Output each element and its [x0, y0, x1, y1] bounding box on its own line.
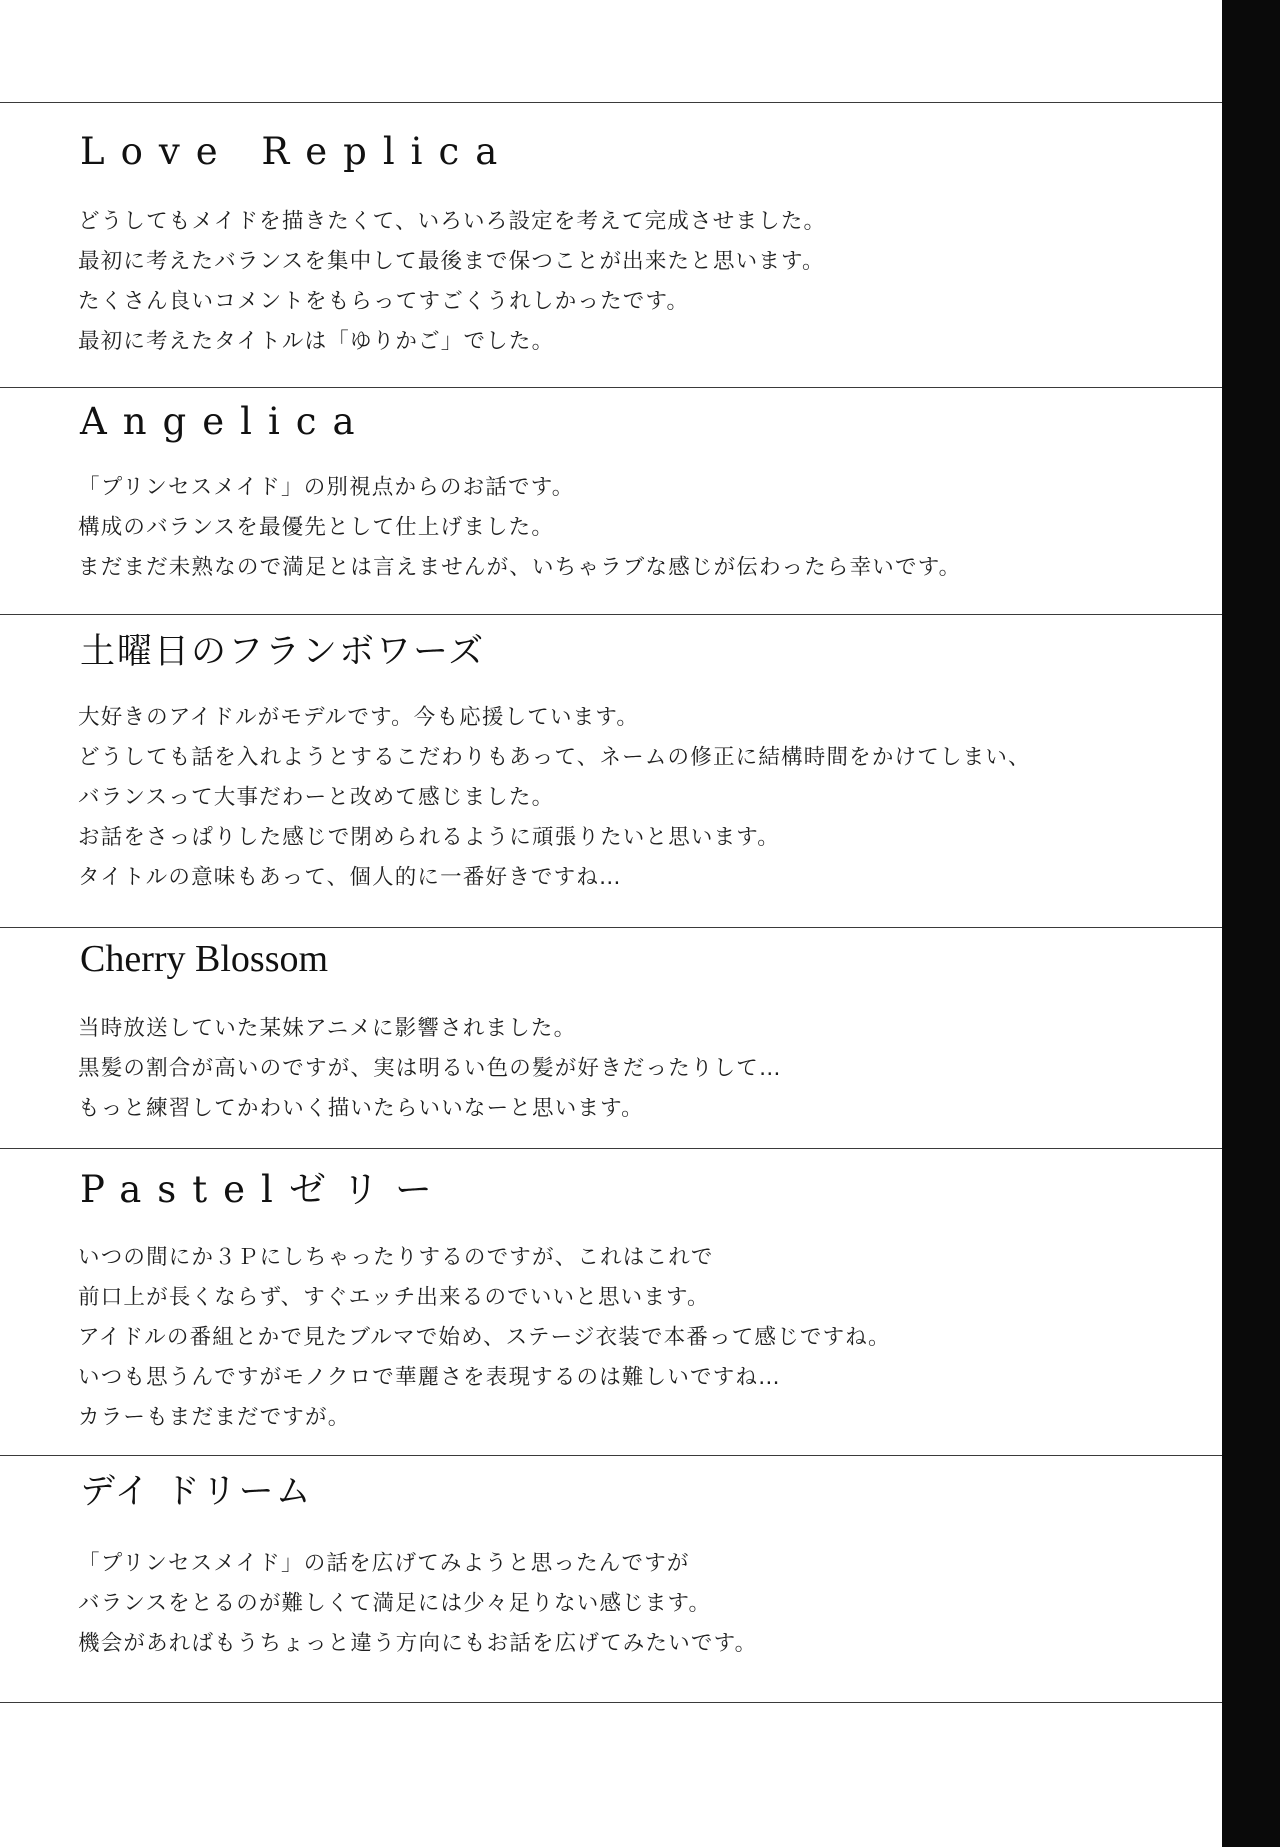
section-body — [78, 202, 826, 362]
body-line: 大好きのアイドルがモデルです。今も応援しています。 — [78, 705, 640, 730]
body-line: 当時放送していた某妹アニメに影響されました。 — [78, 1016, 577, 1041]
section-title: 土曜日のフランボワーズ — [80, 632, 486, 672]
body-line: アイドルの番組とかで見たブルマで始め、ステージ衣装で本番って感じですね。 — [78, 1325, 891, 1350]
body-line: 「プリンセスメイド」の別視点からのお話です。 — [78, 475, 575, 500]
body-line: 前口上が長くならず、すぐエッチ出来るのでいいと思います。 — [78, 1285, 710, 1310]
body-line: バランスって大事だわーと改めて感じました。 — [78, 785, 555, 810]
section-title: Angelica — [80, 400, 371, 443]
body-line: 最初に考えたタイトルは「ゆりかご」でした。 — [78, 329, 555, 354]
section-title: Love Replica — [80, 130, 514, 173]
divider — [0, 1702, 1222, 1703]
section-body — [78, 1009, 782, 1129]
section-title: デイ ドリーム — [80, 1472, 313, 1512]
body-line: もっと練習してかわいく描いたらいいなーと思います。 — [78, 1096, 644, 1121]
section-body — [78, 468, 961, 588]
body-line: まだまだ未熟なので満足とは言えませんが、いちゃラブな感じが伝わったら幸いです。 — [78, 555, 962, 580]
divider — [0, 387, 1222, 388]
page-edge-bar — [1222, 0, 1280, 1847]
divider — [0, 1455, 1222, 1456]
body-line: いつの間にか３Ｐにしちゃったりするのですが、これはこれで — [78, 1245, 714, 1270]
section-body — [78, 1544, 757, 1664]
section-title: Cherry Blossom — [80, 938, 329, 980]
body-line: カラーもまだまだですが。 — [78, 1405, 351, 1430]
body-line: バランスをとるのが難しくて満足には少々足りない感じます。 — [78, 1591, 712, 1616]
divider — [0, 614, 1222, 615]
body-line: お話をさっぱりした感じで閉められるように頑張りたいと思います。 — [78, 825, 780, 850]
body-line: たくさん良いコメントをもらってすごくうれしかったです。 — [78, 289, 690, 314]
body-line: 構成のバランスを最優先として仕上げました。 — [78, 515, 555, 540]
divider — [0, 102, 1222, 103]
body-line: どうしても話を入れようとするこだわりもあって、ネームの修正に結構時間をかけてしまい、 — [78, 745, 1031, 770]
body-line: いつも思うんですがモノクロで華麗さを表現するのは難しいですね… — [78, 1365, 781, 1390]
body-line: タイトルの意味もあって、個人的に一番好きですね… — [78, 865, 622, 890]
body-line: どうしてもメイドを描きたくて、いろいろ設定を考えて完成させました。 — [78, 209, 827, 234]
body-line: 最初に考えたバランスを集中して最後まで保つことが出来たと思います。 — [78, 249, 825, 274]
body-line: 黒髪の割合が高いのですが、実は明るい色の髪が好きだったりして… — [78, 1056, 782, 1081]
body-line: 機会があればもうちょっと違う方向にもお話を広げてみたいです。 — [78, 1631, 758, 1656]
section-title: Pastelゼリー — [80, 1168, 448, 1211]
divider — [0, 1148, 1222, 1149]
section-body — [78, 698, 1031, 898]
body-line: 「プリンセスメイド」の話を広げてみようと思ったんですが — [78, 1551, 690, 1576]
section-body — [78, 1238, 891, 1438]
divider — [0, 927, 1222, 928]
